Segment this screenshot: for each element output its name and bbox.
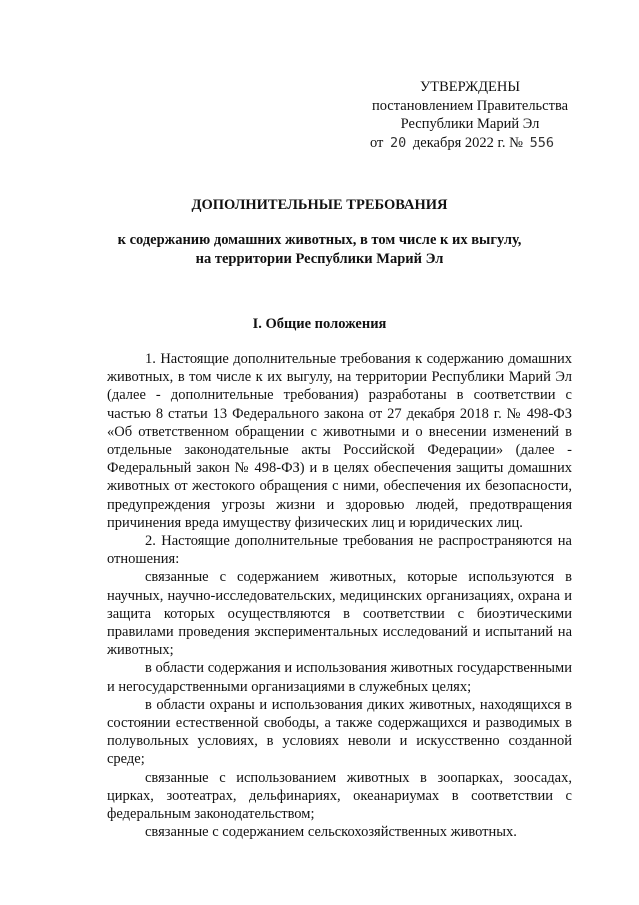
approval-title: УТВЕРЖДЕНЫ bbox=[419, 79, 521, 95]
paragraph-2: 2. Настоящие дополнительные требования не распространяются на отношения: bbox=[107, 533, 572, 568]
date-rest: декабря 2022 г. № bbox=[412, 134, 523, 151]
date-prefix: от bbox=[370, 134, 384, 151]
section-heading: I. Общие положения bbox=[252, 316, 387, 332]
document-title: ДОПОЛНИТЕЛЬНЫЕ ТРЕБОВАНИЯ bbox=[191, 197, 448, 213]
list-item-farm: связанные с содержанием сельскохозяйственных животных. bbox=[145, 824, 517, 841]
list-item-zoo: связанные с использованием животных в зоопарках, зоосадах, цирках, зоотеатрах, дельфинариях, океанариумах в соответствии с федеральным законодательством; bbox=[107, 769, 572, 823]
document-subtitle bbox=[0, 231, 639, 268]
approval-stamp bbox=[350, 78, 590, 152]
list-item-scientific: связанные с содержанием животных, которые используются в научных, научно-исследовательских, медицинских организациях, охрана и защита которых осуществляются в соответствии с биоэтическими правилами проведения экспериментальных исследований и испытаний на животных; bbox=[107, 569, 572, 659]
subtitle-line-1: к содержанию домашних животных, в том числе к их выгулу, bbox=[117, 232, 522, 248]
list-item-wild: в области охраны и использования диких животных, находящихся в состоянии естественной свободы, а также содержащихся и разводимых в полувольных условиях, в условиях неволи и искусственно созданной среде; bbox=[107, 696, 572, 768]
approval-republic: Республики Марий Эл bbox=[400, 116, 540, 132]
document-body bbox=[107, 350, 572, 841]
date-day: 20 bbox=[390, 134, 407, 151]
list-item-service: в области содержания и использования животных государственными и негосударственными организациями в служебных целях; bbox=[107, 660, 572, 695]
approval-date bbox=[350, 134, 590, 153]
paragraph-1: 1. Настоящие дополнительные требования к содержанию домашних животных, в том числе к их выгулу, на территории Республики Марий Эл (далее - дополнительные требования) разработаны в соответствии с частью 8 статьи 13 Федерального закона от 27 декабря 2018 г. № 498-ФЗ «Об ответственном обращении с животными и о внесении изменений в отдельные законодательные акты Российской Федерации» (далее - Федеральный закон № 498-ФЗ) и в целях обеспечения защиты домашних животных от жестокого обращения с ними, обеспечения их безопасности, предупреждения угрозы жизни и здоровью людей, предотвращения причинения вреда имуществу физических лиц и юридических лиц. bbox=[107, 351, 572, 531]
subtitle-line-2: на территории Республики Марий Эл bbox=[195, 250, 444, 267]
approval-resolution: постановлением Правительства bbox=[371, 97, 569, 114]
resolution-number: 556 bbox=[529, 134, 554, 151]
